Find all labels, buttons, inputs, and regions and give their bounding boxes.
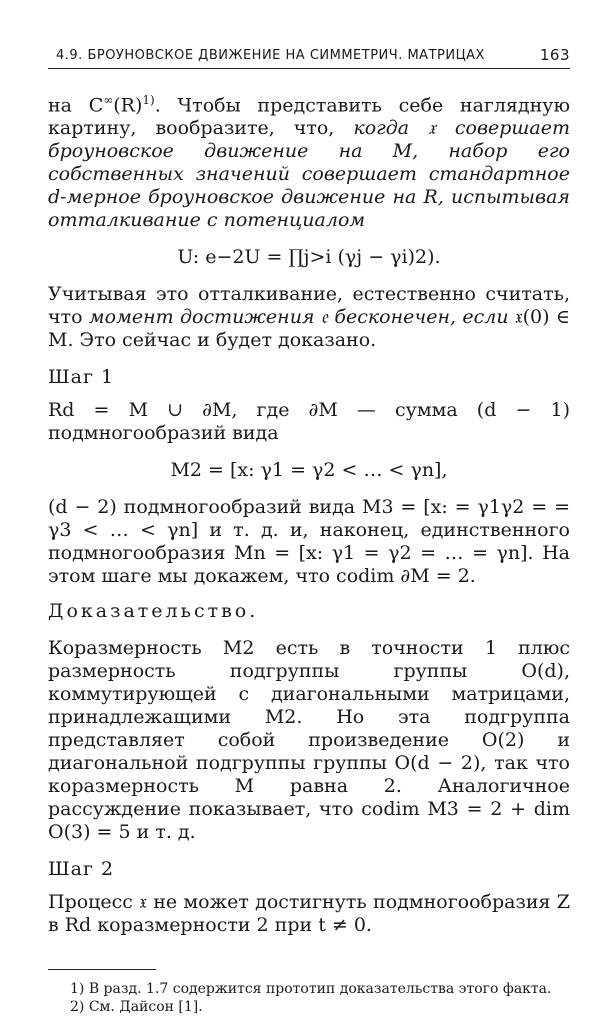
- paragraph-5: Коразмерность M2 есть в точности 1 плюс размерность подгруппы группы O(d), коммутирующей с диагональными матрицами, принадлежащими M2. Но эта подгруппа представляет собой произведение O(2) и диагональной подгруппы группы O(d − 2), так что коразмерность M равна 2. Аналогичное рассуждение показывает, что codim M3 = 2 + dim O(3) = 5 и т. д.: [48, 637, 570, 844]
- paragraph-3: Rd = M ∪ ∂M, где ∂M — сумма (d − 1) подмногообразий вида: [48, 399, 570, 445]
- formula-m2: M2 = [x: γ1 = γ2 < … < γn],: [170, 459, 448, 482]
- footnote-1: 1) В разд. 1.7 содержится прототип доказательства этого факта.: [70, 981, 552, 998]
- p1-start: на C: [48, 94, 104, 117]
- paragraph-6: Процесс 𝔵 не может достигнуть подмногообразия Z в Rd коразмерности 2 при t ≠ 0.: [48, 891, 570, 937]
- footnote-2: 2) См. Дайсон [1].: [70, 999, 203, 1016]
- page-number: 163: [539, 46, 570, 64]
- p2-italic: момент достижения 𝔢 бесконечен, если: [88, 306, 509, 329]
- p1-text: . Чтобы представить себе наглядную картину, вообразите, что,: [48, 94, 570, 140]
- header-title: 4.9. БРОУНОВСКОЕ ДВИЖЕНИЕ НА СИММЕТРИЧ. МАТРИЦАХ: [56, 48, 485, 63]
- footnote-ref-1[interactable]: 1): [142, 93, 155, 107]
- p1-italic: когда 𝔵 совершает броуновское движение на M, набор его собственных значений совершает стандартное d-мерное броуновское движение на R, испытывая отталкивание с потенциалом: [48, 117, 571, 232]
- footnotes: [48, 980, 570, 1016]
- p1-sup: ∞: [103, 93, 114, 107]
- main-text: [48, 89, 570, 937]
- paragraph-2: [48, 283, 570, 352]
- p2-end: 𝔵(0) ∈ M. Это сейчас и будет доказано.: [48, 306, 570, 352]
- running-header: [48, 40, 570, 69]
- p1-r: (R): [113, 94, 143, 117]
- p2-text: Учитывая это отталкивание, естественно считать, что: [48, 283, 570, 329]
- paragraph-1: [48, 89, 570, 232]
- proof-heading: Доказательство.: [48, 600, 259, 623]
- step-1-heading: Шаг 1: [48, 366, 115, 389]
- paragraph-4: (d − 2) подмногообразий вида M3 = [x: = γ1γ2 = = γ3 < … < γn] и т. д. и, наконец, единственного подмногообразия Mn = [x: γ1 = γ2 = … = γn]. На этом шаге мы докажем, что codim ∂M = 2.: [48, 496, 570, 588]
- page: [48, 40, 570, 1016]
- step-2-heading: Шаг 2: [48, 858, 115, 881]
- formula-potential: U: e−2U = ∏j>i (γj − γi)2).: [177, 246, 441, 269]
- footnote-divider: [48, 969, 156, 970]
